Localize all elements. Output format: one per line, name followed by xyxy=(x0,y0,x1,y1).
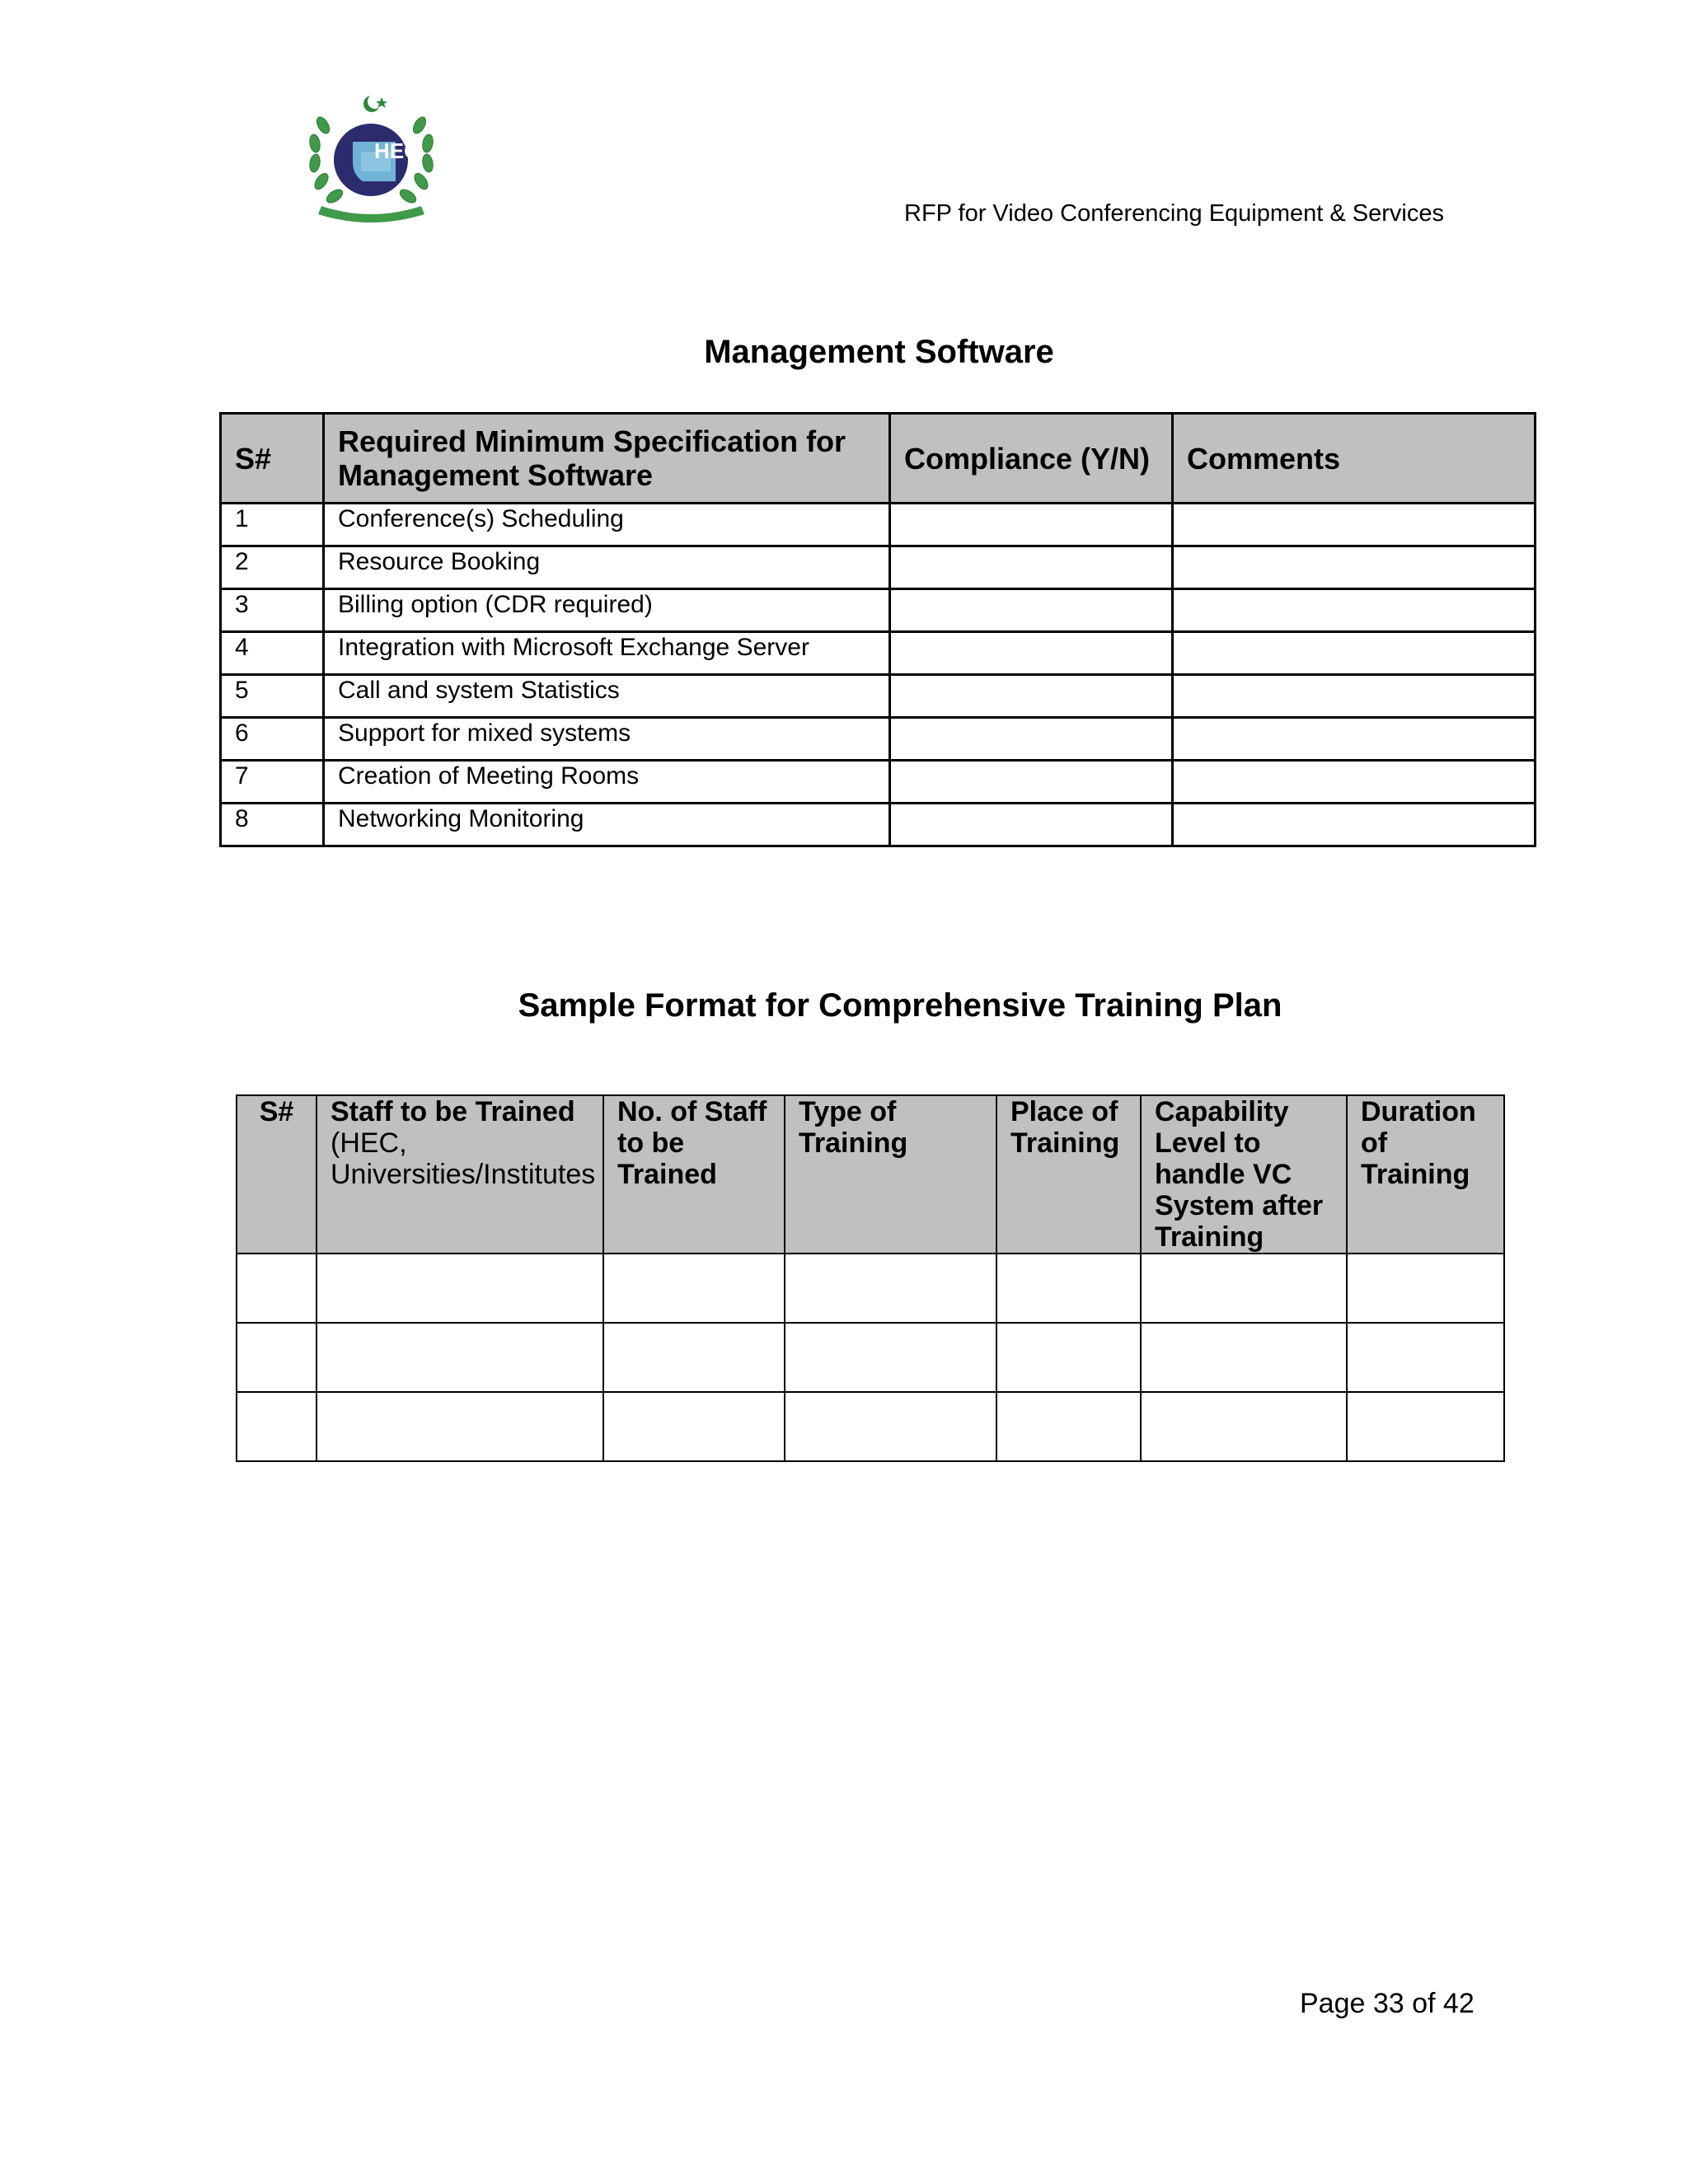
cell-capability[interactable] xyxy=(1141,1323,1347,1392)
cell-compliance[interactable] xyxy=(890,761,1173,804)
table-row xyxy=(221,761,1536,804)
column-header-sn: S# xyxy=(221,414,324,504)
column-header-compliance: Compliance (Y/N) xyxy=(890,414,1173,504)
cell-staff[interactable] xyxy=(316,1323,603,1392)
cell-spec: Resource Booking xyxy=(324,546,890,589)
cell-spec: Networking Monitoring xyxy=(324,804,890,846)
cell-comments[interactable] xyxy=(1173,589,1536,632)
cell-compliance[interactable] xyxy=(890,675,1173,718)
page-number: Page 33 of 42 xyxy=(1300,1988,1475,2019)
cell-duration[interactable] xyxy=(1347,1323,1504,1392)
cell-spec: Call and system Statistics xyxy=(324,675,890,718)
cell-sn: 3 xyxy=(221,589,324,632)
column-header-duration: Duration of Training xyxy=(1347,1095,1504,1254)
cell-compliance[interactable] xyxy=(890,504,1173,546)
table-row xyxy=(237,1323,1504,1392)
cell-spec: Conference(s) Scheduling xyxy=(324,504,890,546)
cell-spec: Creation of Meeting Rooms xyxy=(324,761,890,804)
table-row xyxy=(237,1254,1504,1323)
column-header-no-of-staff: No. of Staff to be Trained xyxy=(603,1095,785,1254)
cell-sn: 8 xyxy=(221,804,324,846)
cell-type[interactable] xyxy=(785,1254,996,1323)
cell-compliance[interactable] xyxy=(890,546,1173,589)
hec-logo xyxy=(303,92,439,226)
table-row xyxy=(221,632,1536,675)
table-row xyxy=(221,804,1536,846)
table-row xyxy=(221,589,1536,632)
cell-sn: 7 xyxy=(221,761,324,804)
cell-comments[interactable] xyxy=(1173,546,1536,589)
cell-spec: Integration with Microsoft Exchange Server xyxy=(324,632,890,675)
cell-no-of-staff[interactable] xyxy=(603,1392,785,1461)
cell-comments[interactable] xyxy=(1173,761,1536,804)
staff-header-note: (HEC, Universities/Institutes xyxy=(331,1127,596,1190)
cell-comments[interactable] xyxy=(1173,718,1536,761)
cell-type[interactable] xyxy=(785,1392,996,1461)
cell-capability[interactable] xyxy=(1141,1254,1347,1323)
document-header-title: RFP for Video Conferencing Equipment & Services xyxy=(904,200,1444,227)
cell-comments[interactable] xyxy=(1173,675,1536,718)
cell-sn: 6 xyxy=(221,718,324,761)
table-row xyxy=(221,504,1536,546)
cell-staff[interactable] xyxy=(316,1392,603,1461)
cell-sn[interactable] xyxy=(237,1392,316,1461)
column-header-place: Place of Training xyxy=(996,1095,1141,1254)
cell-type[interactable] xyxy=(785,1323,996,1392)
cell-duration[interactable] xyxy=(1347,1392,1504,1461)
cell-spec: Billing option (CDR required) xyxy=(324,589,890,632)
cell-compliance[interactable] xyxy=(890,589,1173,632)
svg-text:HEC: HEC xyxy=(374,138,420,163)
cell-place[interactable] xyxy=(996,1392,1141,1461)
column-header-sn: S# xyxy=(237,1095,316,1254)
table-row xyxy=(221,546,1536,589)
cell-sn[interactable] xyxy=(237,1254,316,1323)
cell-compliance[interactable] xyxy=(890,718,1173,761)
cell-no-of-staff[interactable] xyxy=(603,1254,785,1323)
management-software-title: Management Software xyxy=(704,334,1054,370)
management-software-table xyxy=(219,412,1536,847)
column-header-comments: Comments xyxy=(1173,414,1536,504)
cell-duration[interactable] xyxy=(1347,1254,1504,1323)
cell-comments[interactable] xyxy=(1173,504,1536,546)
training-plan-title: Sample Format for Comprehensive Training Plan xyxy=(518,987,1282,1024)
cell-capability[interactable] xyxy=(1141,1392,1347,1461)
column-header-spec: Required Minimum Specification for Management Software xyxy=(324,414,890,504)
cell-spec: Support for mixed systems xyxy=(324,718,890,761)
cell-compliance[interactable] xyxy=(890,632,1173,675)
cell-no-of-staff[interactable] xyxy=(603,1323,785,1392)
cell-sn: 4 xyxy=(221,632,324,675)
cell-staff[interactable] xyxy=(316,1254,603,1323)
table-row xyxy=(221,718,1536,761)
table-row xyxy=(237,1392,1504,1461)
column-header-staff xyxy=(316,1095,603,1254)
cell-comments[interactable] xyxy=(1173,632,1536,675)
table-row xyxy=(221,675,1536,718)
column-header-type: Type of Training xyxy=(785,1095,996,1254)
training-plan-table xyxy=(236,1094,1505,1462)
cell-compliance[interactable] xyxy=(890,804,1173,846)
cell-sn[interactable] xyxy=(237,1323,316,1392)
cell-place[interactable] xyxy=(996,1323,1141,1392)
cell-place[interactable] xyxy=(996,1254,1141,1323)
table-header-row xyxy=(221,414,1536,504)
cell-sn: 2 xyxy=(221,546,324,589)
cell-comments[interactable] xyxy=(1173,804,1536,846)
cell-sn: 1 xyxy=(221,504,324,546)
staff-header-bold: Staff to be Trained xyxy=(331,1096,575,1127)
cell-sn: 5 xyxy=(221,675,324,718)
table-header-row xyxy=(237,1095,1504,1254)
column-header-capability: Capability Level to handle VC System after Training xyxy=(1141,1095,1347,1254)
